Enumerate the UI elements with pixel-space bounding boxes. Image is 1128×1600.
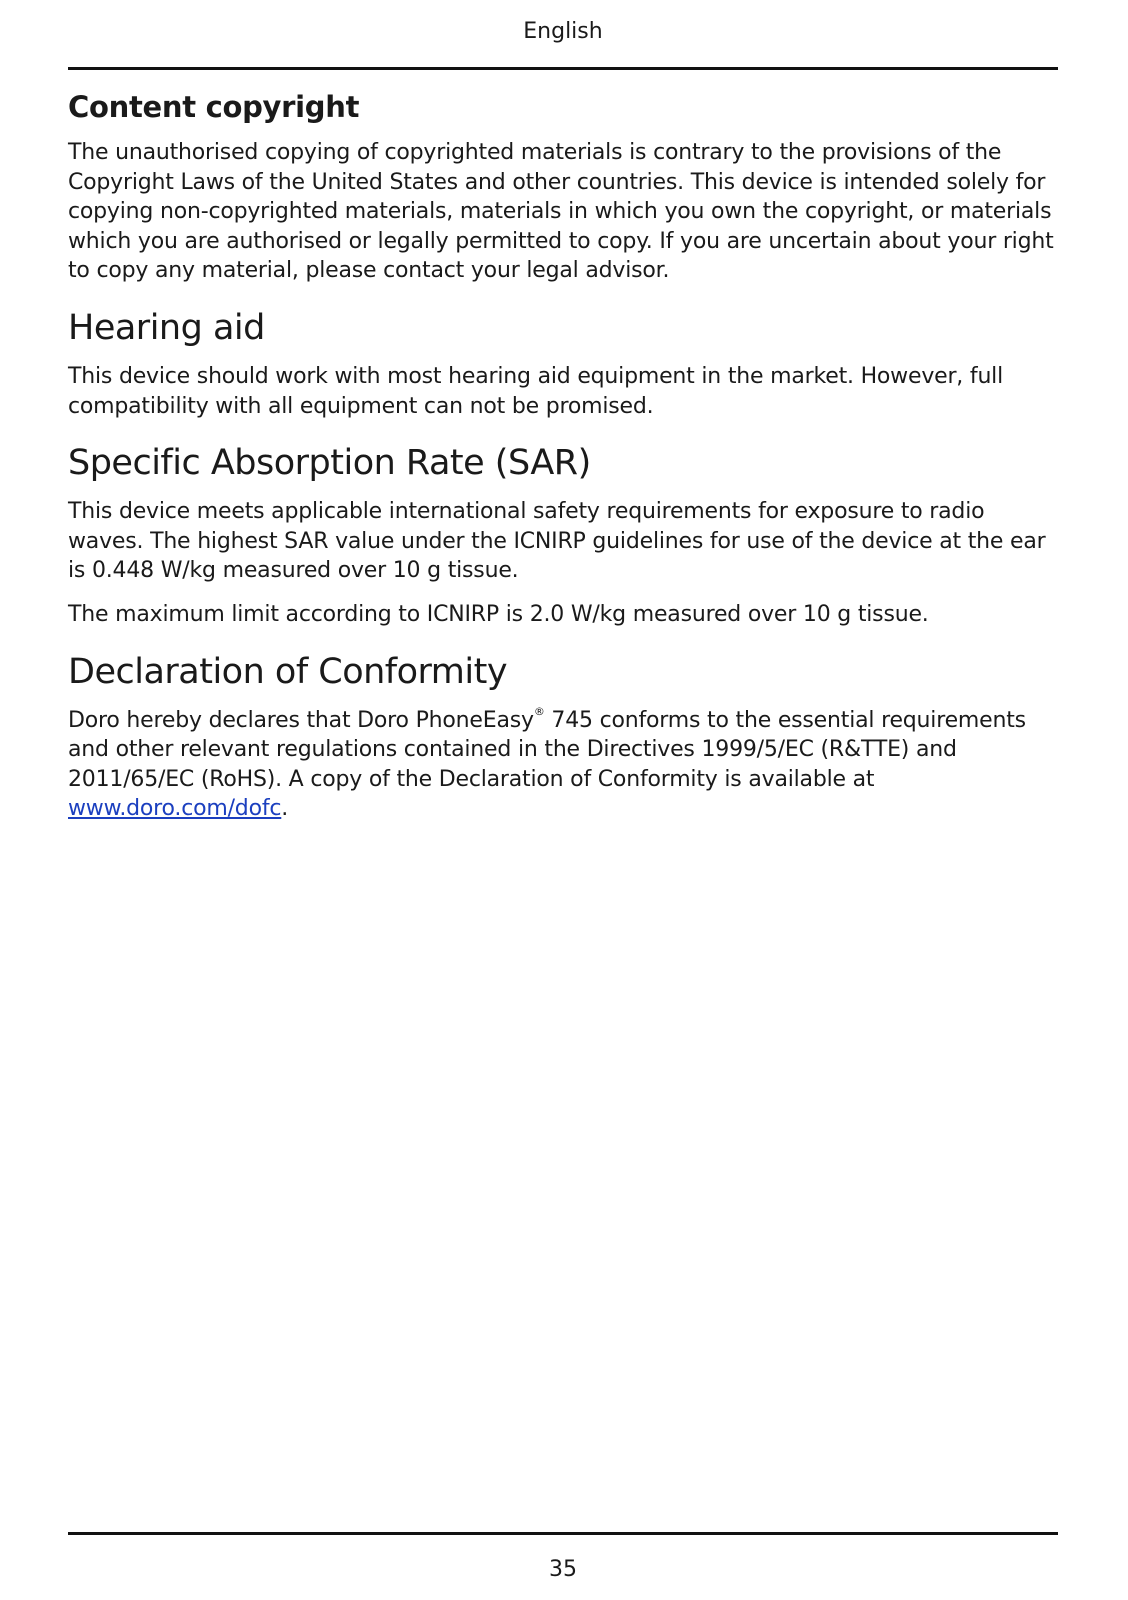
sar-heading: Specific Absorption Rate (SAR) — [68, 443, 591, 484]
header-divider — [68, 67, 1058, 70]
declaration-link[interactable]: www.doro.com/dofc — [68, 796, 282, 822]
declaration-section — [68, 650, 1058, 824]
hearing-aid-heading: Hearing aid — [68, 307, 265, 348]
hearing-aid-text: This device should work with most hearing aid equipment in the market. However, full compatibility with all equipment can not be promised. — [68, 363, 1004, 419]
hearing-aid-section — [68, 306, 1058, 421]
page-header-language: English — [523, 19, 603, 44]
manual-page — [68, 0, 1058, 1600]
sar-limit-text: The maximum limit according to ICNIRP is 2.0 W/kg measured over 10 g tissue. — [68, 601, 929, 627]
declaration-text — [68, 706, 1058, 824]
content-copyright-heading: Content copyright — [68, 90, 360, 124]
sar-text: This device meets applicable international safety requirements for exposure to radio waves. The highest SAR value under the ICNIRP guidelines for use of the device at the ear is 0.448 W/kg measured over 10 g tissue. — [68, 499, 1046, 584]
declaration-text-end: . — [281, 796, 289, 822]
sar-section — [68, 441, 1058, 629]
declaration-heading: Declaration of Conformity — [68, 651, 508, 692]
declaration-text-middle: 745 conforms to the essential requirements and other relevant regulations contained in the Directives 1999/5/EC (R&TTE) and 2011/65/EC (RoHS). A copy of the Declaration of Conformity is available at — [68, 707, 1026, 792]
page-number: 35 — [549, 1557, 577, 1582]
content-copyright-section — [68, 88, 1058, 286]
declaration-text-start: Doro hereby declares that Doro PhoneEasy — [68, 707, 534, 733]
footer-divider — [68, 1532, 1058, 1535]
page-content — [68, 88, 1058, 844]
registered-mark: ® — [533, 705, 545, 719]
content-copyright-text: The unauthorised copying of copyrighted materials is contrary to the provisions of the Copyright Laws of the United States and other countries. This device is intended solely for copying non-copyrighted materials, materials in which you own the copyright, or materials which you are authorised or legally permitted to copy. If you are uncertain about your right to copy any material, please contact your legal advisor. — [68, 140, 1054, 284]
